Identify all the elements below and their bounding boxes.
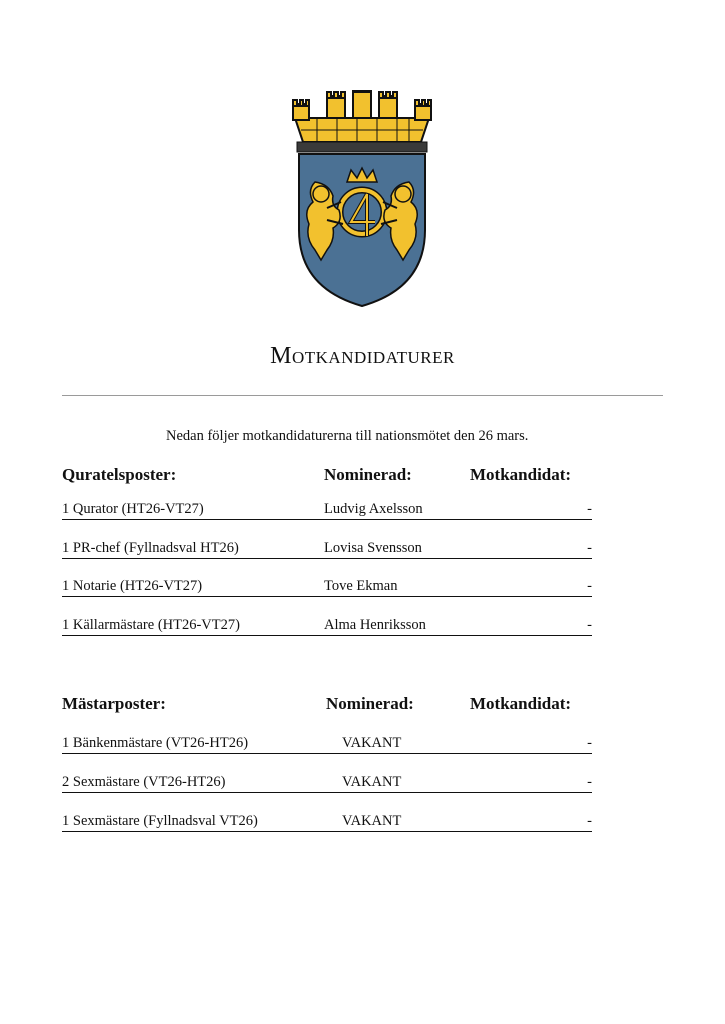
nominee-name: Lovisa Svensson: [324, 540, 422, 556]
post-name: 1 Källarmästare (HT26-VT27): [62, 617, 240, 633]
nominee-name: VAKANT: [342, 774, 402, 790]
counter-candidate: -: [587, 540, 592, 556]
table-row: [62, 576, 592, 597]
counter-candidate: -: [587, 501, 592, 517]
master-nominee-header: Nominerad:: [326, 694, 414, 713]
post-name: 1 Bänkenmästare (VT26-HT26): [62, 735, 249, 751]
counter-candidate: -: [587, 617, 592, 633]
nominee-name: Ludvig Axelsson: [324, 501, 423, 517]
title-divider: [62, 395, 663, 396]
post-name: 2 Sexmästare (VT26-HT26): [62, 774, 226, 790]
counter-candidate: -: [587, 735, 592, 751]
post-name: 1 PR-chef (Fyllnadsval HT26): [62, 540, 239, 556]
table-row: [62, 733, 592, 754]
quratel-nominee-header: Nominerad:: [324, 465, 412, 484]
nominee-name: VAKANT: [342, 813, 402, 829]
nominee-name: VAKANT: [342, 735, 402, 751]
post-name: 1 Qurator (HT26-VT27): [62, 501, 204, 517]
counter-candidate: -: [587, 578, 592, 594]
nominee-name: Tove Ekman: [324, 578, 398, 594]
post-name: 1 Notarie (HT26-VT27): [62, 578, 203, 594]
quratel-counter-header: Motkandidat:: [470, 465, 572, 484]
table-row: [62, 499, 592, 520]
counter-candidate: -: [587, 774, 592, 790]
intro-text: Nedan följer motkandidaturerna till nationsmötet den 26 mars.: [166, 428, 529, 444]
counter-candidate: -: [587, 813, 592, 829]
table-row: [62, 538, 592, 559]
table-row: [62, 615, 592, 636]
nominee-name: Alma Henriksson: [324, 617, 426, 633]
table-row: [62, 811, 592, 832]
master-counter-header: Motkandidat:: [470, 694, 572, 713]
page-title: Motkandidaturer: [270, 343, 455, 369]
post-name: 1 Sexmästare (Fyllnadsval VT26): [62, 813, 258, 829]
coat-of-arms-logo: [287, 90, 437, 308]
quratel-post-header: Quratelsposter:: [62, 465, 177, 484]
master-post-header: Mästarposter:: [62, 694, 166, 713]
table-row: [62, 772, 592, 793]
